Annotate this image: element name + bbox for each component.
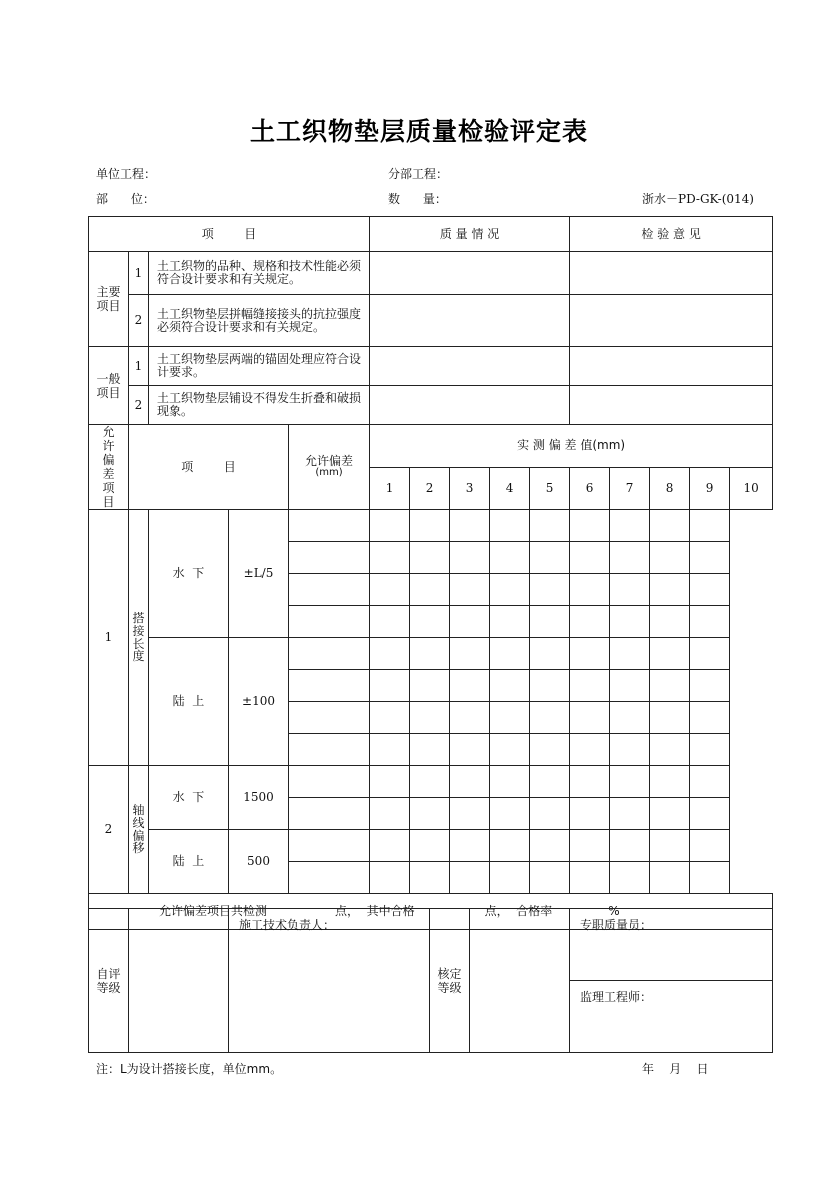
- position-label: 部 位：: [96, 192, 155, 206]
- measurement-cell[interactable]: [570, 574, 610, 606]
- measured-column-header: 2: [410, 467, 450, 510]
- measurement-cell[interactable]: [530, 702, 570, 734]
- measurement-cell[interactable]: [570, 830, 610, 862]
- measurement-cell[interactable]: [690, 574, 730, 606]
- general-item-row: [89, 386, 773, 425]
- measurement-cell[interactable]: [450, 638, 490, 670]
- measurement-cell[interactable]: [370, 702, 410, 734]
- measurement-cell[interactable]: [530, 862, 570, 894]
- summary-text-total: 允许偏差项目共检测: [159, 904, 268, 919]
- measured-column-header: 4: [490, 467, 530, 510]
- measured-column-header: 1: [370, 467, 410, 510]
- measurement-cell[interactable]: [490, 638, 530, 670]
- measurement-cell[interactable]: [410, 510, 450, 542]
- form-code: 浙水－PD-GK-(014): [642, 192, 754, 206]
- measurement-cell[interactable]: [650, 862, 690, 894]
- deviation-group-label: 允许偏差项目: [89, 425, 129, 510]
- measurement-cell[interactable]: [570, 702, 610, 734]
- measurement-cell[interactable]: [610, 734, 650, 766]
- deviation-item-number: 2: [89, 766, 129, 894]
- measurement-cell[interactable]: [289, 638, 370, 670]
- measurement-cell[interactable]: [690, 638, 730, 670]
- measurement-cell[interactable]: [289, 862, 370, 894]
- main-item-text: 土工织物的品种、规格和技术性能必须符合设计要求和有关规定。: [149, 252, 370, 295]
- measurement-cell[interactable]: [289, 670, 370, 702]
- quality-cell[interactable]: [370, 295, 570, 347]
- row-number: 1: [129, 252, 149, 295]
- measurement-cell[interactable]: [650, 734, 690, 766]
- measurement-cell[interactable]: [490, 798, 530, 830]
- self-grade-label: 自评等级: [89, 909, 129, 1053]
- evaluation-table: [88, 216, 773, 930]
- measured-header: 实 测 偏 差 值(mm): [370, 425, 773, 468]
- measurement-cell[interactable]: [490, 830, 530, 862]
- quality-officer-label[interactable]: 专职质量员：: [570, 909, 773, 981]
- measurement-cell[interactable]: [490, 574, 530, 606]
- measurement-cell[interactable]: [370, 542, 410, 574]
- quality-header: 质 量 情 况: [370, 217, 570, 252]
- measurement-cell[interactable]: [370, 606, 410, 638]
- sub-project-label: 分部工程：: [388, 167, 449, 181]
- measurement-cell[interactable]: [570, 734, 610, 766]
- measurement-cell[interactable]: [370, 830, 410, 862]
- measurement-cell[interactable]: [650, 702, 690, 734]
- measurement-cell[interactable]: [370, 638, 410, 670]
- tolerance-value: ±L/5: [229, 510, 289, 638]
- measurement-cell[interactable]: [690, 510, 730, 542]
- measurement-cell[interactable]: [650, 670, 690, 702]
- measurement-cell[interactable]: [410, 606, 450, 638]
- measured-column-header: 3: [450, 467, 490, 510]
- tolerance-header-unit: (mm): [315, 467, 343, 479]
- measurement-cell[interactable]: [530, 606, 570, 638]
- measurement-cell[interactable]: [289, 830, 370, 862]
- measurement-cell[interactable]: [289, 574, 370, 606]
- measurement-cell[interactable]: [410, 574, 450, 606]
- measurement-cell[interactable]: [370, 766, 410, 798]
- opinion-cell[interactable]: [570, 252, 773, 295]
- measurement-cell[interactable]: [450, 606, 490, 638]
- condition-label: 水 下: [149, 510, 229, 638]
- measurement-cell[interactable]: [610, 574, 650, 606]
- measurement-cell[interactable]: [490, 734, 530, 766]
- general-item-text: 土工织物垫层铺设不得发生折叠和破损现象。: [149, 386, 370, 425]
- measurement-cell[interactable]: [650, 510, 690, 542]
- condition-label: 水 下: [149, 766, 229, 830]
- measurement-cell[interactable]: [650, 574, 690, 606]
- measurement-cell[interactable]: [410, 734, 450, 766]
- measurement-cell[interactable]: [690, 670, 730, 702]
- measurement-cell[interactable]: [370, 574, 410, 606]
- quantity-label: 数 量：: [388, 192, 447, 206]
- measured-column-header: 5: [530, 467, 570, 510]
- measurement-cell[interactable]: [450, 510, 490, 542]
- tolerance-header-label: 允许偏差: [305, 454, 354, 469]
- quality-cell[interactable]: [370, 386, 570, 425]
- measurement-cell[interactable]: [490, 862, 530, 894]
- quality-cell[interactable]: [370, 347, 570, 386]
- measurement-cell[interactable]: [570, 542, 610, 574]
- measurement-cell[interactable]: [610, 702, 650, 734]
- measurement-cell[interactable]: [690, 862, 730, 894]
- measurement-cell[interactable]: [650, 638, 690, 670]
- measurement-cell[interactable]: [370, 670, 410, 702]
- measurement-cell[interactable]: [450, 766, 490, 798]
- deviation-item-header: 项 目: [129, 425, 289, 510]
- measurement-cell[interactable]: [490, 670, 530, 702]
- measurement-cell[interactable]: [570, 670, 610, 702]
- measurement-cell[interactable]: [690, 830, 730, 862]
- measurement-cell[interactable]: [610, 638, 650, 670]
- measurement-cell[interactable]: [490, 606, 530, 638]
- row-number: 1: [129, 347, 149, 386]
- measurement-cell[interactable]: [610, 670, 650, 702]
- measurement-cell[interactable]: [450, 670, 490, 702]
- measurement-cell[interactable]: [490, 542, 530, 574]
- measurement-cell[interactable]: [690, 798, 730, 830]
- measured-column-header: 10: [730, 467, 773, 510]
- general-item-text: 土工织物垫层两端的锚固处理应符合设计要求。: [149, 347, 370, 386]
- tolerance-value: 1500: [229, 766, 289, 830]
- measurement-cell[interactable]: [490, 766, 530, 798]
- measurement-cell[interactable]: [370, 862, 410, 894]
- measurement-cell[interactable]: [690, 542, 730, 574]
- opinion-header: 检 验 意 见: [570, 217, 773, 252]
- main-item-row: [89, 295, 773, 347]
- measurement-cell[interactable]: [450, 574, 490, 606]
- unit-project-label: 单位工程：: [96, 167, 157, 181]
- measurement-cell[interactable]: [650, 606, 690, 638]
- tolerance-value: 500: [229, 830, 289, 894]
- condition-label: 陆 上: [149, 830, 229, 894]
- measurement-cell[interactable]: [650, 766, 690, 798]
- measurement-cell[interactable]: [570, 638, 610, 670]
- measurement-cell[interactable]: [570, 766, 610, 798]
- measurement-row: [89, 830, 773, 862]
- signoff-table: [88, 908, 773, 1053]
- quality-cell[interactable]: [370, 252, 570, 295]
- deviation-item-name: 搭接长度: [129, 510, 149, 766]
- main-item-text: 土工织物垫层拼幅缝接接头的抗拉强度必须符合设计要求和有关规定。: [149, 295, 370, 347]
- measurement-cell[interactable]: [410, 798, 450, 830]
- measurement-cell[interactable]: [450, 798, 490, 830]
- measurement-cell[interactable]: [570, 798, 610, 830]
- measurement-cell[interactable]: [530, 734, 570, 766]
- item-header: 项 目: [89, 217, 370, 252]
- measurement-cell[interactable]: [289, 702, 370, 734]
- measurement-cell[interactable]: [610, 542, 650, 574]
- deviation-header-row: [89, 425, 773, 468]
- footnote: 注：L为设计搭接长度，单位mm。: [96, 1062, 283, 1076]
- measurement-row: [89, 766, 773, 798]
- measurement-cell[interactable]: [410, 766, 450, 798]
- measurement-cell[interactable]: [530, 830, 570, 862]
- main-item-row: [89, 252, 773, 295]
- opinion-cell[interactable]: [570, 386, 773, 425]
- measurement-cell[interactable]: [650, 798, 690, 830]
- measurement-cell[interactable]: [690, 734, 730, 766]
- supervisor-label[interactable]: 监理工程师：: [570, 981, 773, 1053]
- tolerance-value: ±100: [229, 638, 289, 766]
- measurement-cell[interactable]: [530, 510, 570, 542]
- measurement-cell[interactable]: [530, 766, 570, 798]
- measurement-cell[interactable]: [410, 542, 450, 574]
- measurement-cell[interactable]: [410, 670, 450, 702]
- measurement-cell[interactable]: [610, 766, 650, 798]
- measurement-row: [89, 638, 773, 670]
- measurement-cell[interactable]: [289, 734, 370, 766]
- tolerance-header: [289, 425, 370, 510]
- measurement-cell[interactable]: [570, 606, 610, 638]
- measurement-cell[interactable]: [570, 862, 610, 894]
- measurement-cell[interactable]: [450, 734, 490, 766]
- deviation-item-number: 1: [89, 510, 129, 766]
- measured-column-header: 7: [610, 467, 650, 510]
- construction-lead-label[interactable]: 施工技术负责人：: [229, 909, 430, 1053]
- measurement-cell[interactable]: [530, 670, 570, 702]
- measurement-cell[interactable]: [450, 702, 490, 734]
- opinion-cell[interactable]: [570, 347, 773, 386]
- measurement-cell[interactable]: [370, 798, 410, 830]
- measured-column-header: 8: [650, 467, 690, 510]
- measurement-cell[interactable]: [450, 862, 490, 894]
- measurement-cell[interactable]: [610, 862, 650, 894]
- measurement-cell[interactable]: [610, 606, 650, 638]
- measurement-cell[interactable]: [610, 830, 650, 862]
- row-number: 2: [129, 386, 149, 425]
- measurement-cell[interactable]: [650, 830, 690, 862]
- deviation-item-name: 轴线偏移: [129, 766, 149, 894]
- measurement-cell[interactable]: [289, 766, 370, 798]
- opinion-cell[interactable]: [570, 295, 773, 347]
- verified-grade-label: 核定等级: [430, 909, 470, 1053]
- measurement-cell[interactable]: [610, 510, 650, 542]
- self-grade-value[interactable]: [129, 909, 229, 1053]
- measurement-row: [89, 510, 773, 542]
- measurement-cell[interactable]: [610, 798, 650, 830]
- measurement-cell[interactable]: [410, 638, 450, 670]
- measurement-cell[interactable]: [530, 638, 570, 670]
- measured-column-header: 6: [570, 467, 610, 510]
- measurement-cell[interactable]: [370, 734, 410, 766]
- date-field[interactable]: 年 月 日: [642, 1062, 709, 1076]
- general-item-row: [89, 347, 773, 386]
- general-items-group-label: 一般项目: [89, 347, 129, 425]
- summary-text-pass: 点， 其中合格: [335, 904, 415, 919]
- row-number: 2: [129, 295, 149, 347]
- measurement-cell[interactable]: [530, 798, 570, 830]
- measurement-cell[interactable]: [530, 574, 570, 606]
- measurement-cell[interactable]: [690, 702, 730, 734]
- measurement-cell[interactable]: [410, 862, 450, 894]
- measurement-cell[interactable]: [289, 542, 370, 574]
- verified-grade-value[interactable]: [470, 909, 570, 1053]
- measurement-cell[interactable]: [450, 830, 490, 862]
- measured-column-header: 9: [690, 467, 730, 510]
- main-items-group-label: 主要项目: [89, 252, 129, 347]
- measurement-cell[interactable]: [690, 606, 730, 638]
- measurement-cell[interactable]: [450, 542, 490, 574]
- measurement-cell[interactable]: [370, 510, 410, 542]
- measurement-cell[interactable]: [410, 830, 450, 862]
- measurement-cell[interactable]: [289, 510, 370, 542]
- measurement-cell[interactable]: [490, 702, 530, 734]
- measurement-cell[interactable]: [410, 702, 450, 734]
- measurement-cell[interactable]: [289, 606, 370, 638]
- measurement-cell[interactable]: [570, 510, 610, 542]
- measurement-cell[interactable]: [650, 542, 690, 574]
- measurement-cell[interactable]: [490, 510, 530, 542]
- summary-text-percent: %: [608, 904, 620, 919]
- page-title: 土工织物垫层质量检验评定表: [249, 117, 588, 146]
- measurement-cell[interactable]: [530, 542, 570, 574]
- measurement-cell[interactable]: [690, 766, 730, 798]
- condition-label: 陆 上: [149, 638, 229, 766]
- measurement-cell[interactable]: [289, 798, 370, 830]
- summary-text-rate: 点， 合格率: [484, 904, 553, 919]
- header-row: [89, 217, 773, 252]
